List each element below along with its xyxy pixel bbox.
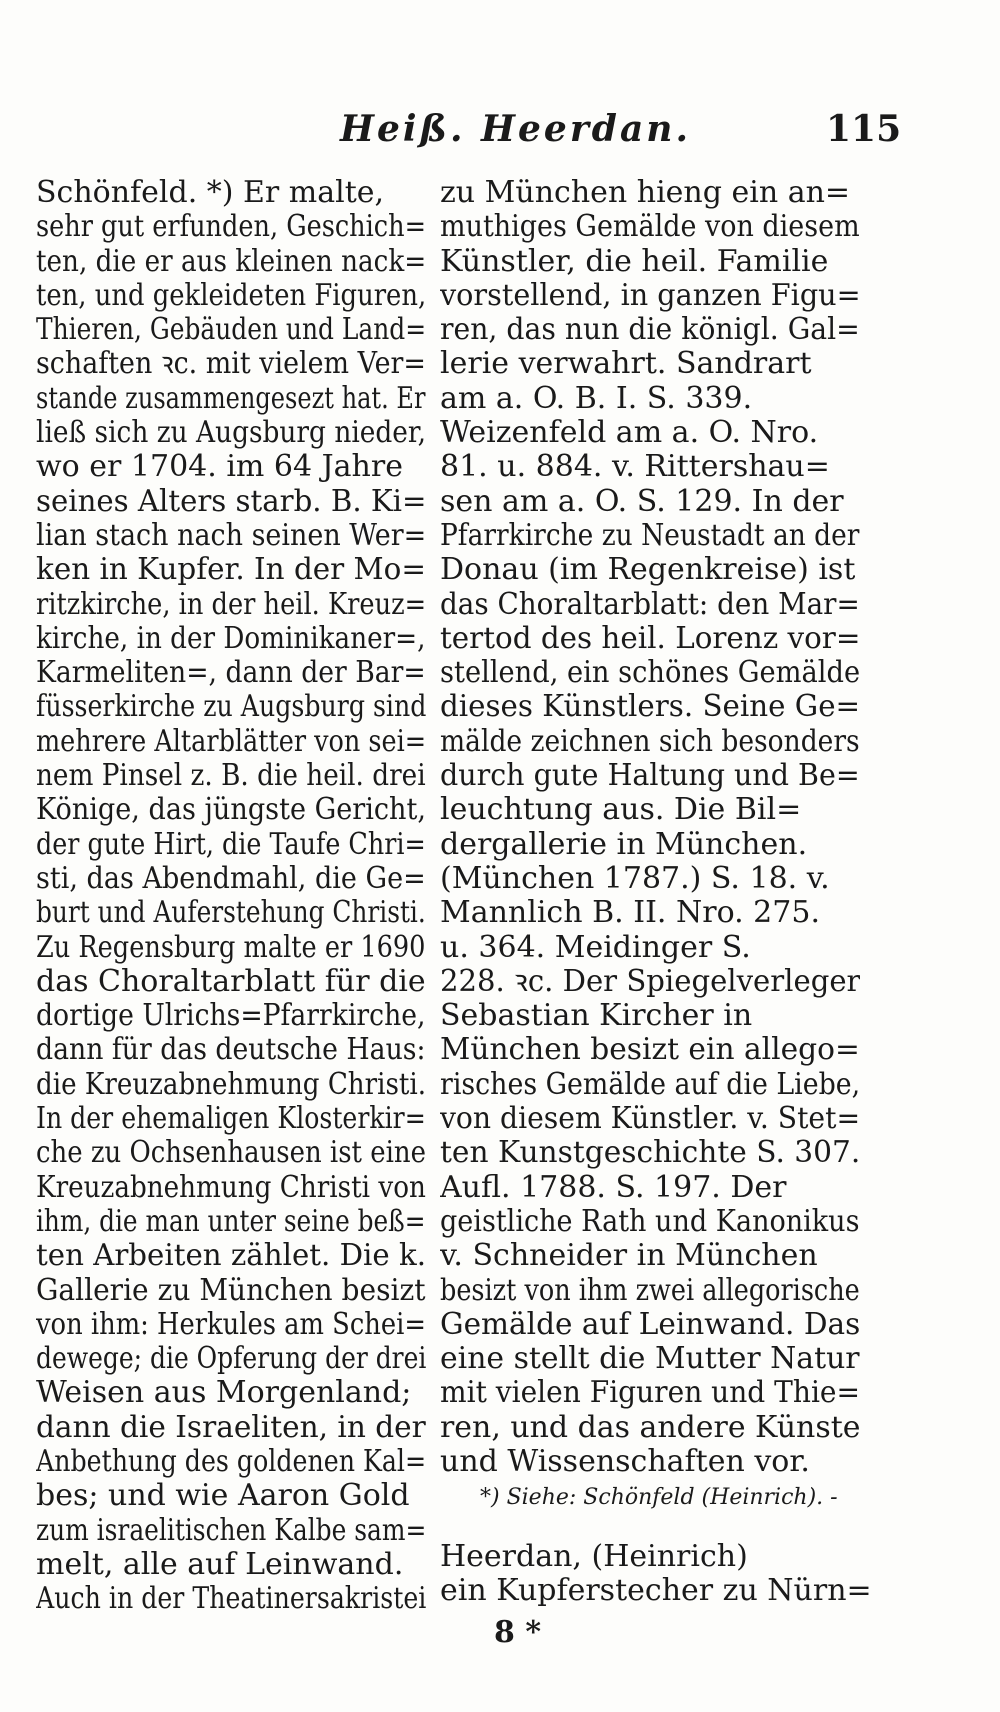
text-line: Weizenfeld am a. O. Nro.	[440, 416, 818, 451]
text-line: Zu Regensburg malte er 1690	[36, 930, 426, 965]
text-line: schaften ꝛc. mit vielem Ver=	[36, 347, 426, 382]
text-line: der gute Hirt, die Taufe Chri=	[36, 827, 426, 862]
text-line: ließ sich zu Augsburg nieder,	[36, 416, 426, 451]
text-line: ren, das nun die königl. Gal=	[440, 313, 860, 348]
text-line: Pfarrkirche zu Neustadt an der	[440, 518, 860, 553]
text-line: Weisen aus Morgenland;	[36, 1376, 411, 1411]
footnote: *) Siehe: Schönfeld (Heinrich). -	[480, 1485, 838, 1510]
text-line: bes; und wie Aaron Gold	[36, 1479, 410, 1514]
text-line: sen am a. O. S. 129. In der	[440, 484, 844, 519]
text-line: Aufl. 1788. S. 197. Der	[440, 1170, 787, 1205]
text-line: Mannlich B. II. Nro. 275.	[440, 896, 820, 931]
text-line: besizt von ihm zwei allegorische	[440, 1273, 860, 1308]
text-line: Könige, das jüngste Gericht,	[36, 793, 427, 828]
text-line: stellend, ein schönes Gemälde	[440, 656, 860, 691]
text-line: durch gute Haltung und Be=	[440, 759, 860, 794]
text-line: ten Kunstgeschichte S. 307.	[440, 1136, 860, 1171]
text-line: Sebastian Kircher in	[440, 999, 752, 1034]
text-line: zu München hieng ein an=	[440, 176, 850, 210]
text-line: lerie verwahrt. Sandrart	[440, 347, 812, 382]
text-line: eine stellt die Mutter Natur	[440, 1342, 860, 1377]
text-line: das Choraltarblatt für die	[36, 964, 426, 999]
text-line: vorstellend, in ganzen Figu=	[440, 278, 861, 313]
text-line: dann für das deutsche Haus:	[36, 1033, 426, 1068]
text-line: (München 1787.) S. 18. v.	[440, 861, 830, 896]
text-line: Thieren, Gebäuden und Land=	[36, 313, 427, 348]
text-line: dieses Künstlers. Seine Ge=	[440, 690, 861, 725]
text-line: ihm, die man unter seine beß=	[36, 1204, 426, 1239]
text-line: ren, und das andere Künste	[440, 1410, 861, 1445]
new-entry	[440, 1538, 872, 1607]
text-line: v. Schneider in München	[440, 1239, 818, 1274]
left-column	[36, 176, 426, 1616]
text-line: burt und Auferstehung Christi.	[36, 896, 426, 931]
entry-line: Heerdan, (Heinrich)	[440, 1539, 748, 1573]
text-line: ken in Kupfer. In der Mo=	[36, 553, 427, 588]
text-line: tertod des heil. Lorenz vor=	[440, 621, 860, 656]
text-line: zum israelitischen Kalbe sam=	[36, 1513, 427, 1548]
text-line: dergallerie in München.	[440, 827, 807, 862]
text-line: wo er 1704. im 64 Jahre	[36, 450, 403, 485]
entry-line: ein Kupferstecher zu Nürn=	[440, 1573, 872, 1607]
text-line: 81. u. 884. v. Rittershau=	[440, 450, 830, 485]
text-line: dewege; die Opferung der drei	[36, 1342, 427, 1377]
text-line: Gallerie zu München besizt	[36, 1273, 426, 1308]
text-line: dortige Ulrichs=Pfarrkirche,	[36, 999, 426, 1034]
text-line: mit vielen Figuren und Thie=	[440, 1376, 860, 1411]
text-line: von diesem Künstler. v. Stet=	[440, 1102, 861, 1137]
text-line: geistliche Rath und Kanonikus	[440, 1204, 860, 1239]
text-line: kirche, in der Dominikaner=,	[36, 621, 426, 656]
text-line: Kreuzabnehmung Christi von	[36, 1170, 426, 1205]
signature-mark: 8 *	[494, 1615, 542, 1650]
text-line: dann die Israeliten, in der	[36, 1410, 426, 1445]
text-line: füsserkirche zu Augsburg sind	[36, 690, 427, 725]
text-line: sehr gut erfunden, Geschich=	[36, 210, 427, 245]
text-line: und Wissenschaften vor.	[440, 1444, 810, 1479]
text-line: nem Pinsel z. B. die heil. drei	[36, 759, 426, 794]
text-line: Künstler, die heil. Familie	[440, 244, 828, 279]
page-number: 115	[826, 108, 902, 150]
text-line: ritzkirche, in der heil. Kreuz=	[36, 587, 426, 622]
text-line: mehrere Altarblätter von sei=	[36, 724, 427, 759]
text-line: Donau (im Regenkreise) ist	[440, 553, 855, 588]
text-line: lian stach nach seinen Wer=	[36, 518, 427, 553]
text-line: leuchtung aus. Die Bil=	[440, 793, 801, 828]
text-line: ten Arbeiten zählet. Die k.	[36, 1239, 426, 1274]
text-line: Schönfeld. *) Er malte,	[36, 176, 384, 210]
text-line: Anbethung des goldenen Kal=	[36, 1444, 426, 1479]
text-line: München besizt ein allego=	[440, 1033, 860, 1068]
text-line: ten, und gekleideten Figuren,	[36, 278, 427, 313]
text-line: In der ehemaligen Klosterkir=	[36, 1102, 426, 1137]
text-line: che zu Ochsenhausen ist eine	[36, 1136, 426, 1171]
text-line: u. 364. Meidinger S.	[440, 930, 751, 965]
text-line: ten, die er aus kleinen nack=	[36, 244, 426, 279]
running-head: Heiß. Heerdan.	[340, 108, 692, 150]
text-line: Karmeliten=, dann der Bar=	[36, 656, 426, 691]
text-line: von ihm: Herkules am Schei=	[36, 1307, 426, 1342]
text-line: muthiges Gemälde von diesem	[440, 210, 860, 245]
text-line: Gemälde auf Leinwand. Das	[440, 1307, 861, 1342]
text-line: risches Gemälde auf die Liebe,	[440, 1067, 861, 1102]
right-column	[440, 176, 860, 1479]
text-line: mälde zeichnen sich besonders	[440, 724, 860, 759]
text-line: Auch in der Theatinersakristei	[36, 1582, 427, 1617]
text-line: am a. O. B. I. S. 339.	[440, 381, 752, 416]
text-line: sti, das Abendmahl, die Ge=	[36, 861, 426, 896]
text-line: 228. ꝛc. Der Spiegelverleger	[440, 964, 861, 999]
page-header	[0, 108, 1000, 158]
text-line: das Choraltarblatt: den Mar=	[440, 587, 860, 622]
text-line: stande zusammengesezt hat. Er	[36, 381, 426, 416]
text-line: seines Alters starb. B. Ki=	[36, 484, 427, 519]
text-line: die Kreuzabnehmung Christi.	[36, 1067, 427, 1102]
text-line: melt, alle auf Leinwand.	[36, 1547, 403, 1582]
